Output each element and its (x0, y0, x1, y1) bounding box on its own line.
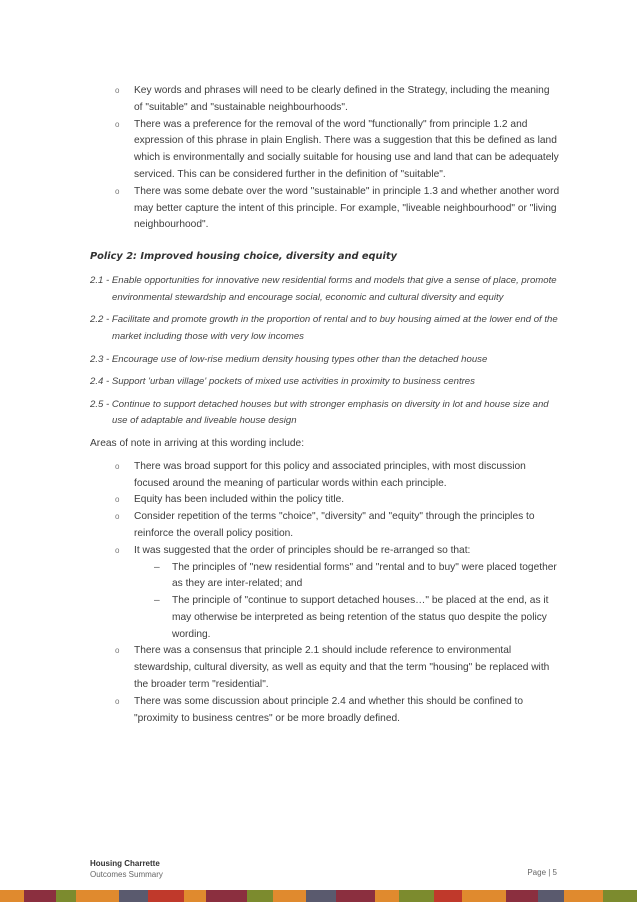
list-item-text: It was suggested that the order of principles should be re-arranged so that: (134, 544, 471, 556)
sub-list-item-text: The principles of "new residential forms" and "rental and to buy" were placed together as they are inter-related; and (172, 561, 557, 590)
stripe-segment (375, 890, 399, 902)
stripe-segment (399, 890, 434, 902)
page-content (90, 83, 560, 727)
list-item (90, 694, 560, 728)
principle-item: 2.5 - Continue to support detached houses but with stronger emphasis on diversity in lot and house size and use of adaptable and liveable house design (90, 398, 549, 427)
list-item (90, 184, 560, 234)
stripe-segment (247, 890, 273, 902)
stripe-segment (76, 890, 119, 902)
stripe-segment (56, 890, 76, 902)
stripe-segment (184, 890, 206, 902)
bullet-icon: o (115, 495, 120, 505)
notes-bullet-list (90, 459, 560, 728)
list-item-text: Key words and phrases will need to be clearly defined in the Strategy, including the meaning of "suitable" and "sustainable neighbourhoods". (134, 85, 550, 113)
bullet-icon: o (115, 696, 120, 706)
list-item (90, 543, 560, 644)
bullet-icon: o (115, 545, 120, 555)
stripe-segment (148, 890, 185, 902)
list-item (90, 117, 560, 184)
policy-heading: Policy 2: Improved housing choice, diversity and equity (90, 251, 397, 263)
stripe-segment (506, 890, 539, 902)
areas-of-note-label: Areas of note in arriving at this wording include: (90, 437, 305, 449)
bullet-icon: o (115, 461, 120, 471)
sub-bullet-list (134, 560, 560, 644)
bullet-icon: o (115, 186, 120, 196)
stripe-segment (564, 890, 603, 902)
principle-item: 2.1 - Enable opportunities for innovative new residential forms and models that give a sense of place, promote environmental stewardship and encourage social, economic and cultural diversity and equity (90, 275, 557, 303)
bullet-icon: o (115, 512, 120, 522)
stripe-segment (119, 890, 147, 902)
list-item-text: There was some discussion about principle 2.4 and whether this should be confined to "proximity to business centres" or be more broadly defined. (134, 695, 524, 724)
list-item (90, 459, 560, 493)
stripe-segment (206, 890, 247, 902)
stripe-segment (538, 890, 564, 902)
decorative-color-stripe (0, 890, 637, 902)
stripe-segment (603, 890, 637, 902)
list-item-text: There was some debate over the word "sustainable" in principle 1.3 and whether another word may better capture the intent of this principle. For example, "liveable neighbourhood" or "living neighbourhood". (134, 185, 560, 231)
list-item-text: Consider repetition of the terms "choice", "diversity" and "equity" through the principles to reinforce the overall policy position. (134, 511, 535, 539)
bullet-icon: o (115, 119, 120, 129)
list-item (90, 492, 560, 509)
footer-subtitle: Outcomes Summary (90, 870, 163, 879)
page-number: Page | 5 (527, 868, 557, 877)
bullet-icon: o (115, 646, 120, 656)
list-item (90, 643, 560, 693)
list-item-text: There was a consensus that principle 2.1 should include reference to environmental stewardship, cultural diversity, as well as equity and that the term "housing" be replaced with the broader term "residential". (134, 645, 550, 691)
footer-title: Housing Charrette (90, 859, 160, 868)
intro-bullet-list (90, 83, 560, 234)
principle-item: 2.2 - Facilitate and promote growth in the proportion of rental and to buy housing aimed at the lower end of the market including those with very low incomes (90, 314, 558, 342)
sub-list-item (134, 593, 560, 643)
footer (90, 858, 163, 880)
dash-icon: – (154, 561, 160, 573)
stripe-segment (462, 890, 505, 902)
stripe-segment (336, 890, 375, 902)
list-item (90, 509, 560, 543)
stripe-segment (434, 890, 462, 902)
list-item-text: Equity has been included within the policy title. (134, 494, 345, 506)
sub-list-item (134, 560, 560, 594)
list-item (90, 83, 560, 117)
dash-icon: – (154, 595, 160, 607)
stripe-segment (273, 890, 306, 902)
bullet-icon: o (115, 86, 120, 95)
stripe-segment (24, 890, 57, 902)
list-item-text: There was a preference for the removal of the word "functionally" from principle 1.2 and expression of this phrase in plain English. There was a suggestion that this be defined as land which is environmentally and socially suitable for housing use and land that can be adequately serviced. This can be considered further in the definition of "suitable". (134, 118, 559, 180)
stripe-segment (0, 890, 24, 902)
sub-list-item-text: The principle of "continue to support detached houses…" be placed at the end, as it may otherwise be interpreted as being retention of the status quo despite the policy wording. (172, 595, 549, 640)
list-item-text: There was broad support for this policy and associated principles, with most discussion focused around the meaning of particular words within each principle. (134, 460, 526, 489)
principle-item: 2.3 - Encourage use of low-rise medium density housing types other than the detached house (90, 353, 488, 365)
principle-item: 2.4 - Support 'urban village' pockets of mixed use activities in proximity to business centres (90, 376, 475, 388)
stripe-segment (306, 890, 336, 902)
